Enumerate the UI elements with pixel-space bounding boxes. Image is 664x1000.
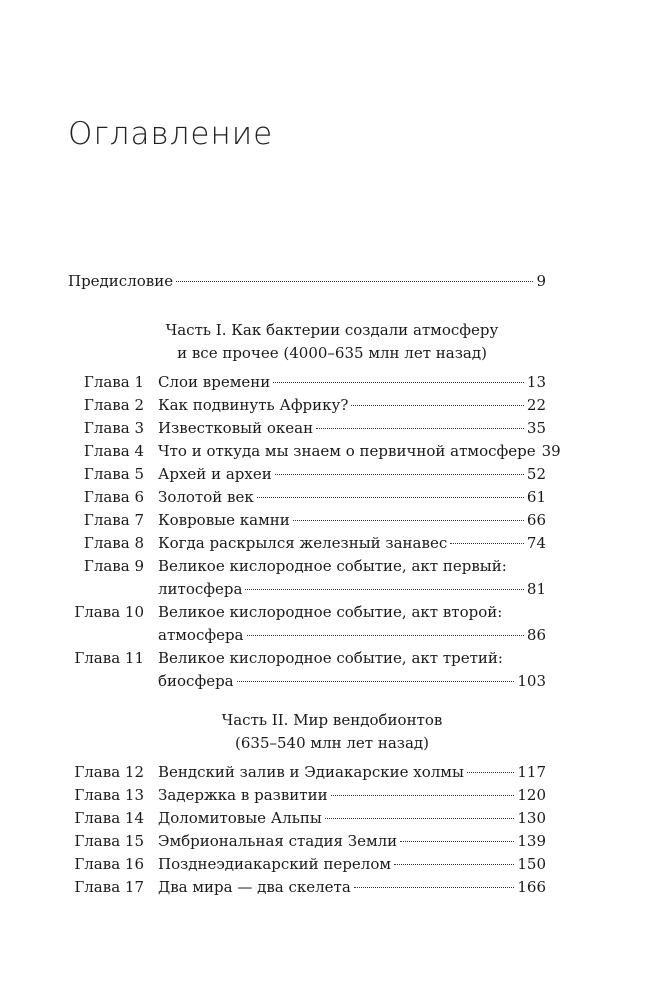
dot-leader xyxy=(237,681,515,682)
chapter-number: Глава 3 xyxy=(83,419,144,437)
chapter-title xyxy=(158,417,546,440)
chapter-row xyxy=(68,532,546,555)
chapter-row xyxy=(68,394,546,417)
chapter-title-text: Великое кислородное событие, акт второй: xyxy=(158,603,503,621)
part-1-heading xyxy=(0,319,664,365)
chapter-title xyxy=(158,371,546,394)
chapter-number: Глава 13 xyxy=(74,786,144,804)
chapter-row xyxy=(68,555,546,578)
chapter-number: Глава 1 xyxy=(83,373,144,391)
chapter-number: Глава 10 xyxy=(74,603,144,621)
chapter-title-text: Вендский залив и Эдиакарские холмы xyxy=(158,763,464,781)
chapter-title-text: Два мира — два скелета xyxy=(158,878,351,896)
preface-label: Предисловие xyxy=(68,272,174,290)
chapter-page: 35 xyxy=(526,419,546,437)
chapter-row xyxy=(68,417,546,440)
chapter-title xyxy=(158,601,546,624)
part-2-chapter-list xyxy=(68,761,546,899)
chapter-row xyxy=(68,647,546,670)
chapter-title-text: Известковый океан xyxy=(158,419,314,437)
chapter-title-text: Когда раскрылся железный занавес xyxy=(158,534,448,552)
chapter-title xyxy=(158,761,546,784)
dot-leader xyxy=(293,520,524,521)
part-2-heading xyxy=(0,709,664,755)
chapter-page: 74 xyxy=(526,534,546,552)
dot-leader xyxy=(176,281,533,282)
chapter-title xyxy=(158,440,561,463)
chapter-title xyxy=(158,555,546,578)
chapter-page: 139 xyxy=(517,832,546,850)
chapter-number: Глава 14 xyxy=(74,809,144,827)
chapter-number: Глава 6 xyxy=(83,488,144,506)
chapter-title-text: Как подвинуть Африку? xyxy=(158,396,349,414)
chapter-title-text: литосфера xyxy=(158,580,243,598)
chapter-title-text: Золотой век xyxy=(158,488,254,506)
chapter-title-text: атмосфера xyxy=(158,626,244,644)
chapter-title xyxy=(158,830,546,853)
chapter-number: Глава 16 xyxy=(74,855,144,873)
chapter-row xyxy=(68,830,546,853)
chapter-title-text: Ковровые камни xyxy=(158,511,290,529)
chapter-number: Глава 11 xyxy=(74,649,144,667)
chapter-number: Глава 8 xyxy=(83,534,144,552)
chapter-title-text: Архей и археи xyxy=(158,465,272,483)
preface-entry xyxy=(68,272,546,290)
chapter-page: 166 xyxy=(517,878,546,896)
chapter-number: Глава 4 xyxy=(83,442,144,460)
chapter-row xyxy=(68,853,546,876)
chapter-title xyxy=(158,876,546,899)
dot-leader xyxy=(247,635,524,636)
dot-leader xyxy=(257,497,524,498)
chapter-row-continued xyxy=(68,578,546,601)
chapter-title-text: Позднеэдиакарский перелом xyxy=(158,855,392,873)
chapter-row xyxy=(68,784,546,807)
chapter-page: 81 xyxy=(526,580,546,598)
chapter-number: Глава 5 xyxy=(83,465,144,483)
chapter-page: 117 xyxy=(517,763,546,781)
chapter-number: Глава 15 xyxy=(74,832,144,850)
chapter-title xyxy=(158,853,546,876)
chapter-row xyxy=(68,807,546,830)
chapter-row xyxy=(68,601,546,624)
chapter-page: 66 xyxy=(526,511,546,529)
dot-leader xyxy=(467,772,514,773)
chapter-title xyxy=(158,807,546,830)
part-1-title: Часть I. Как бактерии создали атмосферу xyxy=(165,321,499,339)
chapter-row-continued xyxy=(68,624,546,647)
chapter-row xyxy=(68,486,546,509)
chapter-row xyxy=(68,371,546,394)
part-2-subtitle: (635–540 млн лет назад) xyxy=(235,734,429,752)
chapter-page: 22 xyxy=(526,396,546,414)
chapter-page: 120 xyxy=(517,786,546,804)
part-1-subtitle: и все прочее (4000–635 млн лет назад) xyxy=(177,344,487,362)
dot-leader xyxy=(354,887,515,888)
chapter-title-text: биосфера xyxy=(158,672,234,690)
chapter-title xyxy=(158,463,546,486)
chapter-number: Глава 9 xyxy=(83,557,144,575)
chapter-title-continued xyxy=(158,578,546,601)
dot-leader xyxy=(331,795,515,796)
chapter-title-text: Слои времени xyxy=(158,373,271,391)
dot-leader xyxy=(275,474,524,475)
dot-leader xyxy=(245,589,523,590)
chapter-number: Глава 12 xyxy=(74,763,144,781)
chapter-title xyxy=(158,394,546,417)
chapter-title-text: Доломитовые Альпы xyxy=(158,809,322,827)
dot-leader xyxy=(400,841,514,842)
dot-leader xyxy=(351,405,524,406)
chapter-title xyxy=(158,647,546,670)
chapter-title xyxy=(158,532,546,555)
chapter-number: Глава 7 xyxy=(83,511,144,529)
chapter-page: 150 xyxy=(517,855,546,873)
dot-leader xyxy=(316,428,524,429)
part-1-chapter-list xyxy=(68,371,561,693)
chapter-row xyxy=(68,440,561,463)
dot-leader xyxy=(394,864,514,865)
dot-leader xyxy=(273,382,524,383)
chapter-title xyxy=(158,486,546,509)
page-title: Оглавление xyxy=(68,116,274,152)
chapter-title-text: Великое кислородное событие, акт третий: xyxy=(158,649,503,667)
dot-leader xyxy=(450,543,524,544)
chapter-page: 61 xyxy=(526,488,546,506)
chapter-page: 13 xyxy=(526,373,546,391)
chapter-row xyxy=(68,463,546,486)
chapter-page: 86 xyxy=(526,626,546,644)
chapter-number: Глава 17 xyxy=(74,878,144,896)
chapter-title-text: Задержка в развитии xyxy=(158,786,328,804)
chapter-number: Глава 2 xyxy=(83,396,144,414)
chapter-title-text: Эмбриональная стадия Земли xyxy=(158,832,398,850)
chapter-page: 39 xyxy=(541,442,561,460)
chapter-row xyxy=(68,761,546,784)
chapter-row xyxy=(68,876,546,899)
chapter-page: 103 xyxy=(517,672,546,690)
chapter-page: 130 xyxy=(517,809,546,827)
chapter-title-continued xyxy=(158,624,546,647)
chapter-title-continued xyxy=(158,670,546,693)
chapter-title xyxy=(158,509,546,532)
dot-leader xyxy=(325,818,515,819)
chapter-title-text: Что и откуда мы знаем о первичной атмосфере xyxy=(158,442,536,460)
preface-page: 9 xyxy=(536,272,546,290)
chapter-title-text: Великое кислородное событие, акт первый: xyxy=(158,557,507,575)
chapter-page: 52 xyxy=(526,465,546,483)
chapter-row-continued xyxy=(68,670,546,693)
chapter-title xyxy=(158,784,546,807)
part-2-title: Часть II. Мир вендобионтов xyxy=(221,711,443,729)
chapter-row xyxy=(68,509,546,532)
